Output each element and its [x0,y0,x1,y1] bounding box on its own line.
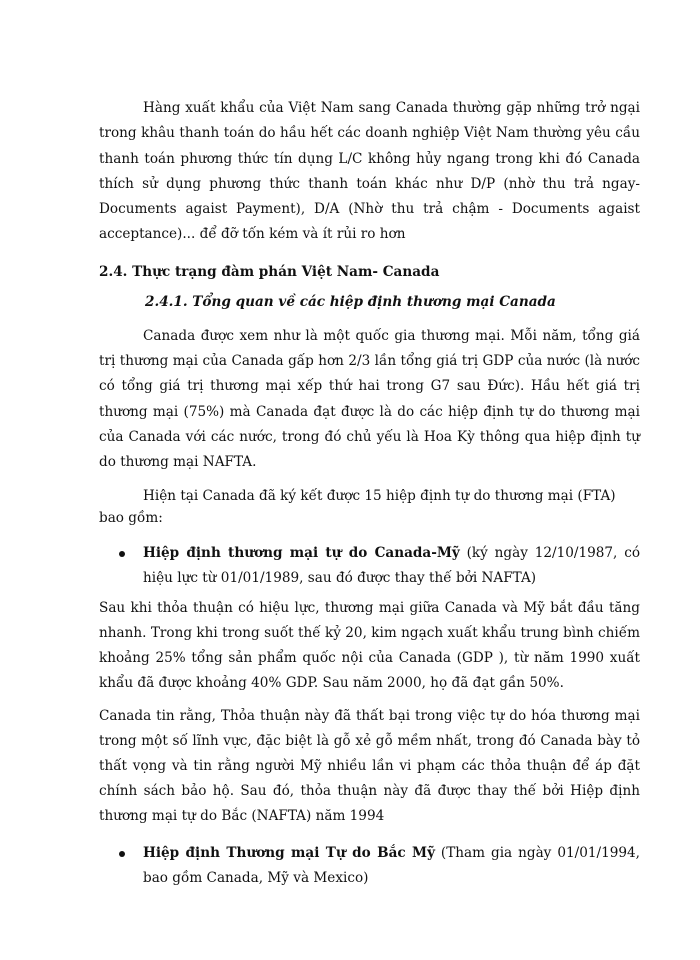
paragraph-agreement-failure: Canada tin rằng, Thỏa thuận này đã thất bại trong việc tự do hóa thương mại trong một số lĩnh vực, đặc biệt là gỗ xẻ gỗ mềm nhất, trong đó Canada bày tỏ thất vọng và tin rằng người Mỹ nhiều lần vi phạm các thỏa thuận để áp đặt chính sách bảo hộ. Sau đó, thỏa thuận này đã được thay thế bởi Hiệp định thương mại tự do Bắc (NAFTA) năm 1994 [99,707,640,824]
paragraph-trade-growth: Sau khi thỏa thuận có hiệu lực, thương mại giữa Canada và Mỹ bắt đầu tăng nhanh. Trong khi trong suốt thế kỷ 20, kim ngạch xuất khẩu trung bình chiếm khoảng 25% tổng sản phẩm quốc nội của Canada (GDP ), từ năm 1990 xuất khẩu đã được khoảng 40% GDP. Sau năm 2000, họ đã đạt gần 50%. [99,599,640,691]
bullet-item-nafta [99,841,640,891]
bullet-item-canada-us-fta [99,541,640,591]
paragraph-fta-count: Hiện tại Canada đã ký kết được 15 hiệp định tự do thương mại (FTA) bao gồm: [99,487,616,526]
paragraph-canada-trade-nation: Canada được xem như là một quốc gia thương mại. Mỗi năm, tổng giá trị thương mại của Canada gấp hơn 2/3 lần tổng giá trị GDP của nước (là nước có tổng giá trị thương mại xếp thứ hai trong G7 sau Đức). Hầu hết giá trị thương mại (75%) mà Canada đạt được là do các hiệp định tự do thương mại của Canada với các nước, trong đó chủ yếu là Hoa Kỳ thông qua hiệp định tự do thương mại NAFTA. [99,327,640,471]
subsection-heading-2-4-1: 2.4.1. Tổng quan về các hiệp định thương mại Canada [145,293,556,310]
section-heading-2-4: 2.4. Thực trạng đàm phán Việt Nam- Canada [99,263,440,280]
bullet-icon [119,551,125,557]
bullet-title: Hiệp định thương mại tự do Canada-Mỹ [143,544,460,561]
bullet-text: (ký ngày 12/10/1987, có hiệu lực từ 01/01/1989, sau đó được thay thế bởi NAFTA) [143,544,640,586]
paragraph-payment-obstacles: Hàng xuất khẩu của Việt Nam sang Canada thường gặp những trở ngại trong khâu thanh toán do hầu hết các doanh nghiệp Việt Nam thường yêu cầu thanh toán phương thức tín dụng L/C không hủy ngang trong khi đó Canada thích sử dụng phương thức thanh toán khác như D/P (nhờ thu trả ngay- Documents agaist Payment), D/A (Nhờ thu trả chậm - Documents agaist acceptance)... để đỡ tốn kém và ít rủi ro hơn [99,100,640,243]
bullet-text: (Tham gia ngày 01/01/1994, bao gồm Canada, Mỹ và Mexico) [143,844,640,886]
bullet-icon [119,851,125,857]
bullet-title: Hiệp định Thương mại Tự do Bắc Mỹ [143,844,435,861]
